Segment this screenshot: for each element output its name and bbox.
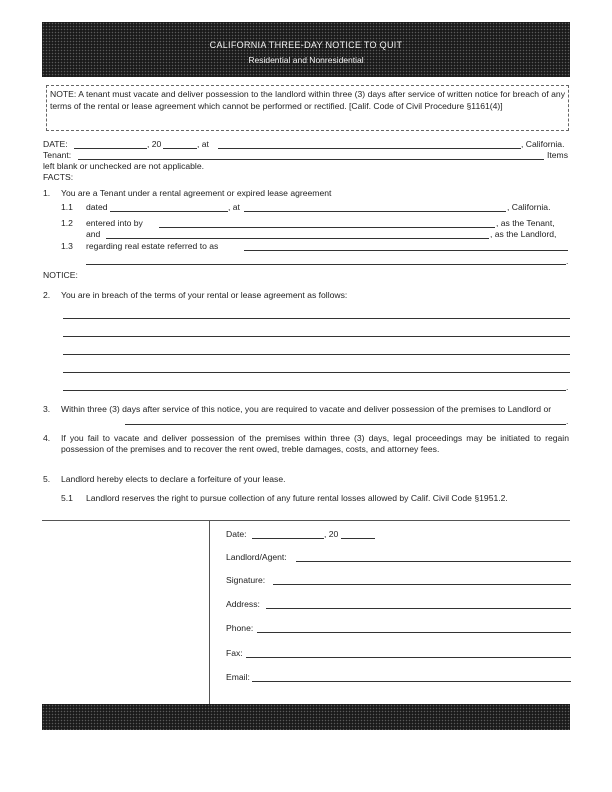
california-label: , California. — [521, 139, 565, 149]
sub51-text: Landlord reserves the right to pursue collection of any future rental losses allowed by Calif. Civil Code §1951.2. — [86, 493, 508, 503]
breach-line-5[interactable] — [63, 390, 566, 391]
tenant-field[interactable] — [78, 159, 544, 160]
sub12-and-label: and — [86, 229, 101, 239]
agreement-date-field[interactable] — [110, 211, 228, 212]
form-title: CALIFORNIA THREE-DAY NOTICE TO QUIT — [209, 40, 403, 50]
breach-line-2[interactable] — [63, 336, 570, 337]
email-label: Email: — [226, 672, 250, 682]
city-field[interactable] — [218, 148, 521, 149]
email-field[interactable] — [252, 681, 571, 682]
agreement-city-field[interactable] — [244, 211, 506, 212]
year-prefix: , 20 — [147, 139, 162, 149]
deliver-to-field[interactable] — [125, 424, 566, 425]
breach-line-4[interactable] — [63, 372, 570, 373]
sub11-dated-label: dated — [86, 202, 108, 212]
breach-line-1[interactable] — [63, 318, 570, 319]
item2-number: 2. — [43, 290, 51, 300]
sig-date-field[interactable] — [252, 538, 324, 539]
items-label: Items — [547, 150, 569, 160]
sub13-text: regarding real estate referred to as — [86, 241, 219, 251]
item3-number: 3. — [43, 404, 51, 414]
landlord-name-field[interactable] — [106, 238, 489, 239]
phone-label: Phone: — [226, 623, 254, 633]
sub51-number: 5.1 — [61, 493, 73, 503]
date-field[interactable] — [74, 148, 147, 149]
sub12-tenant-label: , as the Tenant, — [496, 218, 555, 228]
sub13-number: 1.3 — [61, 241, 73, 251]
sig-year-field[interactable] — [341, 538, 375, 539]
phone-field[interactable] — [257, 632, 571, 633]
tenant-name-field[interactable] — [159, 227, 495, 228]
item2-text: You are in breach of the terms of your rental or lease agreement as follows: — [61, 290, 348, 300]
item4-text: If you fail to vacate and deliver possession of the premises within three (3) days, legal proceedings may be initiated to regain possession of the premises and to recover the rent owed, treble damages, costs, and attorney fees. — [61, 433, 569, 454]
sub11-number: 1.1 — [61, 202, 73, 212]
signature-field[interactable] — [273, 584, 571, 585]
item1-text: You are a Tenant under a rental agreement or expired lease agreement — [61, 188, 332, 198]
signature-divider-horizontal — [42, 520, 570, 521]
sig-date-label: Date: — [226, 529, 247, 539]
real-estate-field-1[interactable] — [244, 250, 568, 251]
tenant-label: Tenant: — [43, 150, 72, 160]
sub11-at-label: , at — [228, 202, 240, 212]
signature-label: Signature: — [226, 575, 266, 585]
date-label: DATE: — [43, 139, 68, 149]
legal-note: NOTE: A tenant must vacate and deliver possession to the landlord within three (3) days after service of written notice for breach of any terms of the rental or lease agreement which cannot be performed or rectified. [Calif. Code of Civil Procedure §1161(4)] — [46, 85, 569, 131]
item3-text: Within three (3) days after service of this notice, you are required to vacate and deliver possession of the premises to Landlord or — [61, 404, 552, 414]
item5-text: Landlord hereby elects to declare a forfeiture of your lease. — [61, 474, 286, 484]
fax-field[interactable] — [246, 657, 571, 658]
item2-end: . — [566, 382, 569, 392]
address-label: Address: — [226, 599, 260, 609]
header-banner — [42, 22, 570, 77]
signature-divider-vertical — [209, 520, 210, 704]
item5-number: 5. — [43, 474, 51, 484]
footer-banner — [42, 704, 570, 730]
sub13-end: . — [566, 256, 569, 266]
year-field[interactable] — [163, 148, 197, 149]
sub11-california-label: , California. — [507, 202, 551, 212]
left-blank-note: left blank or unchecked are not applicable. — [43, 161, 204, 171]
notice-heading: NOTICE: — [43, 270, 78, 280]
landlord-agent-label: Landlord/Agent: — [226, 552, 287, 562]
form-subtitle: Residential and Nonresidential — [248, 55, 364, 65]
landlord-agent-field[interactable] — [296, 561, 571, 562]
real-estate-field-2[interactable] — [86, 264, 566, 265]
item3-end: . — [566, 416, 569, 426]
sub12-landlord-label: , as the Landlord, — [490, 229, 557, 239]
sig-year-prefix: , 20 — [324, 529, 339, 539]
item1-number: 1. — [43, 188, 51, 198]
address-field[interactable] — [266, 608, 571, 609]
at-label: , at — [197, 139, 209, 149]
facts-heading: FACTS: — [43, 172, 74, 182]
breach-line-3[interactable] — [63, 354, 570, 355]
sub12-entered-label: entered into by — [86, 218, 143, 228]
item4-number: 4. — [43, 433, 51, 443]
fax-label: Fax: — [226, 648, 243, 658]
sub12-number: 1.2 — [61, 218, 73, 228]
